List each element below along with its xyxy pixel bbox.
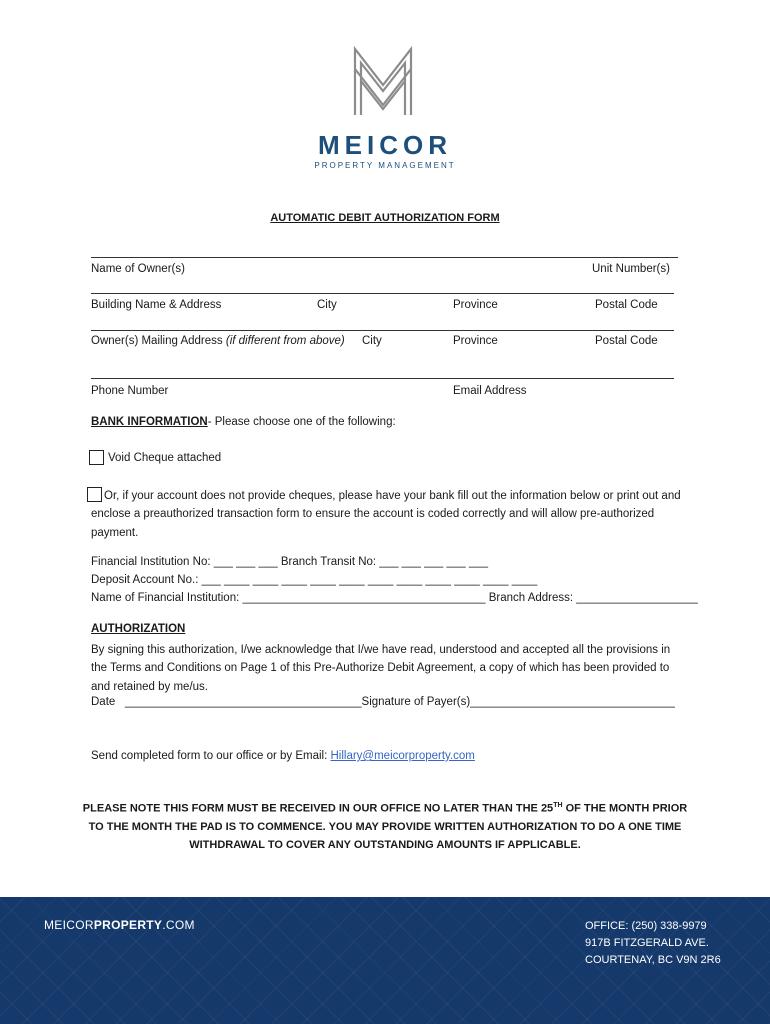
notice-superscript: TH: [553, 802, 563, 809]
brand-name: MEICOR: [318, 130, 452, 160]
void-cheque-checkbox[interactable]: [89, 450, 104, 465]
city-label: City: [317, 299, 337, 311]
footer-website[interactable]: [44, 918, 195, 932]
send-text: Send completed form to our office or by Email:: [91, 750, 331, 762]
bank-info-intro: - Please choose one of the following:: [207, 416, 396, 428]
financial-institution-line[interactable]: Financial Institution No: ___ ___ ___ Branch Transit No: ___ ___ ___ ___ ___: [91, 556, 489, 568]
authorization-heading: AUTHORIZATION: [91, 623, 186, 635]
notice-part1: PLEASE NOTE THIS FORM MUST BE RECEIVED IN OUR OFFICE NO LATER THAN THE 25: [82, 802, 554, 815]
footer-address-line1: 917B FITZGERALD AVE.: [585, 937, 709, 949]
mailing-province-label: Province: [453, 335, 498, 347]
phone-number-label: Phone Number: [91, 385, 169, 397]
building-address-label: Building Name & Address: [91, 299, 222, 311]
email-address-label: Email Address: [453, 385, 527, 397]
province-label: Province: [453, 299, 498, 311]
owner-name-label: Name of Owner(s): [91, 263, 185, 275]
signature-date-line[interactable]: Date _____________________________________Signature of Payer(s)________________________________: [91, 696, 675, 708]
footer-contact: [585, 918, 721, 969]
deadline-notice: [80, 797, 690, 855]
phone-email-line[interactable]: [91, 378, 674, 379]
brand-tagline: PROPERTY MANAGEMENT: [314, 161, 456, 170]
mailing-city-label: City: [362, 335, 382, 347]
void-cheque-label: Void Cheque attached: [108, 452, 222, 464]
mailing-postal-code-label: Postal Code: [595, 335, 658, 347]
postal-code-label: Postal Code: [595, 299, 658, 311]
bank-info-title: BANK INFORMATION: [91, 416, 208, 428]
form-title: AUTOMATIC DEBIT AUTHORIZATION FORM: [270, 212, 500, 224]
institution-name-line[interactable]: Name of Financial Institution: ______________________________________ Branch Address: ___________________: [91, 592, 698, 604]
email-link[interactable]: Hillary@meicorproperty.com: [330, 750, 475, 762]
footer-band: [0, 897, 770, 1024]
mailing-address-text: Owner(s) Mailing Address: [91, 335, 223, 347]
owner-name-line[interactable]: [91, 257, 678, 258]
mailing-address-note: (if different from above): [225, 335, 345, 347]
footer-address-line2: COURTENAY, BC V9N 2R6: [585, 954, 721, 966]
deposit-account-line[interactable]: Deposit Account No.: ___ ____ ____ ____ ____ ____ ____ ____ ____ ____ ____ ____: [91, 574, 538, 586]
unit-number-label: Unit Number(s): [592, 263, 670, 275]
footer-office-phone: OFFICE: (250) 338-9979: [585, 920, 707, 932]
notice-part2: OF THE MONTH PRIOR TO THE MONTH THE PAD IS TO COMMENCE. YOU MAY PROVIDE WRITTEN AUTHORIZATION TO DO A ONE TIME WITHDRAWAL TO COVER ANY OUTSTANDING AMOUNTS IF APPLICABLE.: [88, 802, 688, 852]
preauthorized-form-text: Or, if your account does not provide cheques, please have your bank fill out the information below or print out and enclose a preauthorized transaction form to ensure the account is coded correctly and will allow pre-authorized payment.: [91, 490, 681, 539]
building-address-line[interactable]: [91, 293, 674, 294]
footer-site-bold: PROPERTY: [93, 918, 163, 932]
footer-site-tail: .COM: [162, 918, 195, 932]
meicor-logo-mark: [349, 45, 417, 117]
mailing-address-line[interactable]: [91, 330, 674, 331]
authorization-text: By signing this authorization, I/we acknowledge that I/we have read, understood and accepted all the provisions in the Terms and Conditions on Page 1 of this Pre-Authorize Debit Agreement, a copy of which has been provided to and retained by me/us.: [91, 644, 671, 693]
bank-info-heading: [91, 416, 396, 428]
mailing-address-label: [91, 335, 345, 347]
footer-site-regular: MEICOR: [44, 918, 94, 932]
send-instructions: [91, 750, 475, 762]
